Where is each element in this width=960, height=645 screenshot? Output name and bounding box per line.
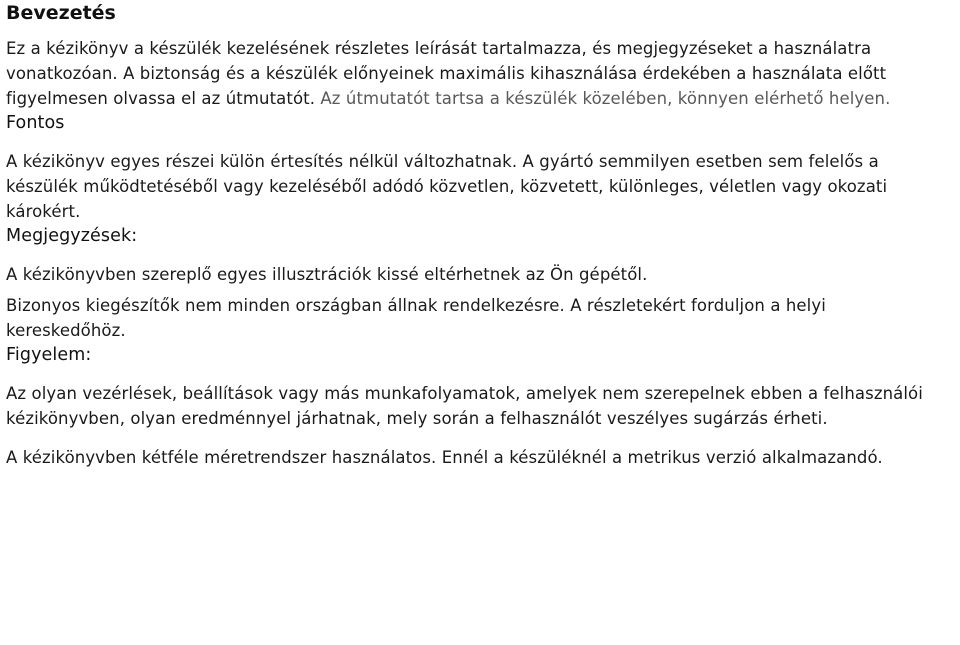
heading-fontos: Fontos xyxy=(6,113,65,133)
paragraph-megjegyzesek-1: A kézikönyvben szereplő egyes illusztrációk kissé eltérhetnek az Ön gépétől. xyxy=(6,265,648,284)
page-title: Bevezetés xyxy=(6,2,116,24)
intro-paragraph xyxy=(6,36,946,111)
heading-figyelem: Figyelem: xyxy=(6,345,92,365)
intro-text-main: Ez a kézikönyv a készülék kezelésének részletes leírását tartalmazza, és megjegyzéseket a használatra vonatkozóan. A biztonság és a készülék előnyeinek maximális kihasználása érdekében a használata előtt figyelmesen olvassa el az útmutatót. xyxy=(6,39,887,108)
paragraph-fontos: A kézikönyv egyes részei külön értesítés nélkül változhatnak. A gyártó semmilyen esetben sem felelős a készülék működtetéséből vagy kezeléséből adódó közvetlen, közvetett, különleges, véletlen vagy okozati károkért. xyxy=(6,152,888,221)
paragraph-megjegyzesek-2: Bizonyos kiegészítők nem minden országban állnak rendelkezésre. A részletekért forduljon a helyi kereskedőhöz. xyxy=(6,296,826,340)
intro-text-note: Az útmutatót tartsa a készülék közelében, könnyen elérhető helyen. xyxy=(315,89,891,108)
paragraph-meretrendszer: A kézikönyvben kétféle méretrendszer használatos. Ennél a készüléknél a metrikus verzió alkalmazandó. xyxy=(6,448,883,467)
heading-megjegyzesek: Megjegyzések: xyxy=(6,226,138,246)
paragraph-figyelem: Az olyan vezérlések, beállítások vagy más munkafolyamatok, amelyek nem szerepelnek ebben a felhasználói kézikönyvben, olyan eredménnyel járhatnak, mely során a felhasználót veszélyes sugárzás érheti. xyxy=(6,384,923,428)
